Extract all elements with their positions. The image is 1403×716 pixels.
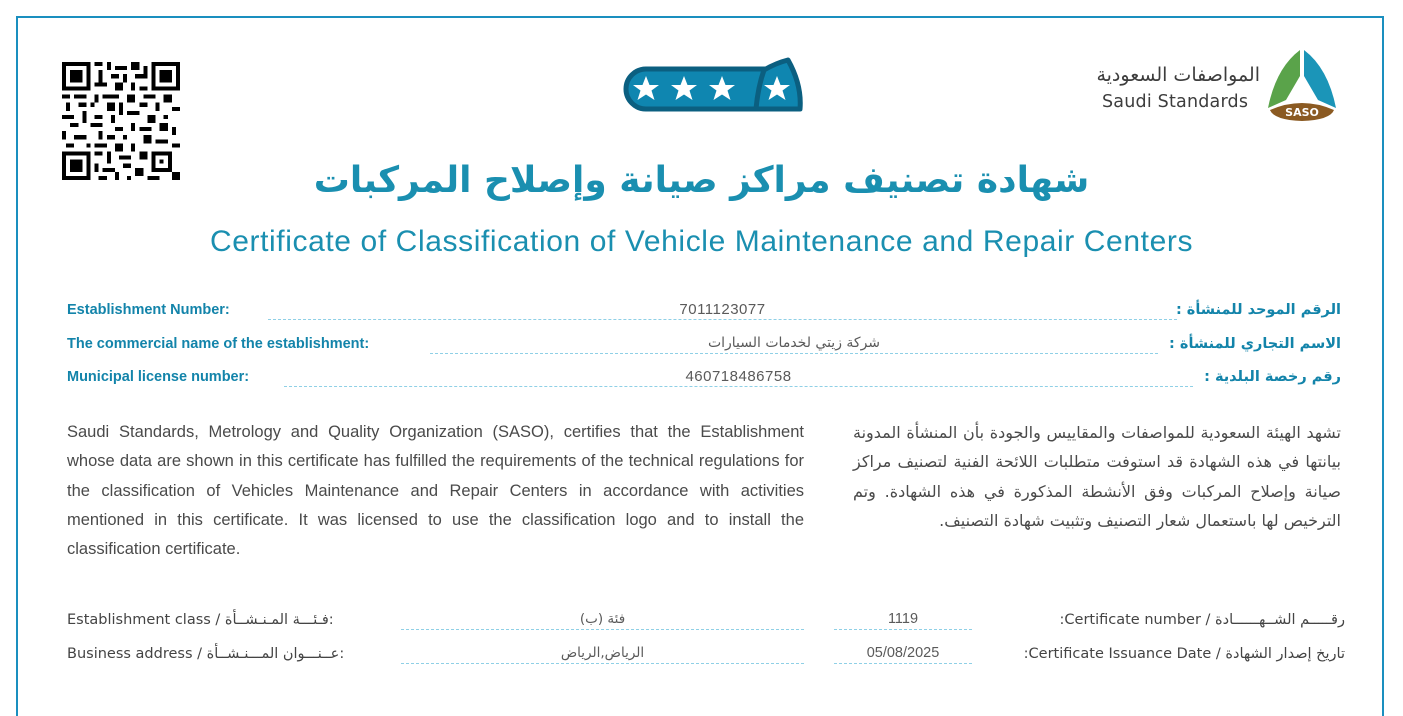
- field-value: شركة زيتي لخدمات السيارات: [707, 335, 881, 351]
- svg-text:SASO: SASO: [1285, 106, 1319, 119]
- establishment-class-value: فئة (ب): [579, 611, 626, 627]
- saso-logo-icon: [1266, 48, 1338, 122]
- field-label-en: Municipal license number:: [67, 369, 250, 385]
- field-value: 460718486758: [685, 368, 792, 385]
- field-value-line: [430, 335, 1158, 354]
- field-label-ar: رقم رخصة البلدية :: [1204, 369, 1341, 385]
- saso-logo: [1096, 46, 1340, 122]
- business-address-value: الرياض,الرياض: [560, 645, 645, 661]
- establishment-class-label: Establishment class / فـئـــة المـنـشــأة:: [67, 612, 334, 628]
- field-municipal-license: [67, 369, 1341, 391]
- issuance-date-line: [834, 645, 972, 664]
- statement-english: Saudi Standards, Metrology and Quality Organization (SASO), certifies that the Establishment whose data are shown in this certificate has fulfilled the requirements of the technical regulations for the classification of Vehicles Maintenance and Repair Centers in accordance with activities mentioned in this certificate. It was licensed to use the classification logo and to install the classification certificate.: [67, 423, 804, 559]
- statement-arabic: تشهد الهيئة السعودية للمواصفات والمقاييس والجودة بأن المنشأة المدونة بيانتها في هذه الشهادة قد استوفت متطلبات اللائحة الفنية لتصنيف مراكز صيانة وإصلاح المركبات وفق الأنشطة المذكورة في هذه الشهادة. وتم الترخيص لها باستعمال شعار التصنيف وتثبيت شهادة التصنيف.: [853, 423, 1341, 530]
- certificate-number-label: رقـــــم الشــهــــــادة / Certificate number:: [1059, 612, 1345, 628]
- business-address-label: Business address / عــنـــوان المـــنـشــأة:: [67, 646, 345, 662]
- field-label-ar: الرقم الموحد للمنشأة :: [1175, 302, 1341, 318]
- field-value: 7011123077: [679, 301, 766, 318]
- business-address-line: [401, 645, 804, 664]
- logo-english-text: Saudi Standards: [1102, 92, 1249, 112]
- field-label-en: The commercial name of the establishment:: [67, 336, 370, 352]
- field-value-line: [284, 368, 1193, 387]
- title-english: Certificate of Classification of Vehicle Maintenance and Repair Centers: [209, 225, 1194, 258]
- field-label-ar: الاسم التجاري للمنشأة :: [1169, 336, 1341, 352]
- field-commercial-name: [67, 336, 1341, 358]
- issuance-date-label: تاريخ إصدار الشهادة / Certificate Issuance Date:: [1023, 646, 1345, 662]
- field-establishment-number: [67, 302, 1341, 324]
- detail-row-address: [67, 646, 1347, 668]
- certificate-number-value: 1119: [887, 611, 919, 627]
- title-arabic: شهادة تصنيف مراكز صيانة وإصلاح المركبات: [313, 160, 1090, 201]
- certificate-number-line: [834, 611, 972, 630]
- logo-arabic-text: المواصفات السعودية: [1096, 64, 1260, 86]
- star-rating-badge: [616, 57, 806, 119]
- field-value-line: [268, 301, 1177, 320]
- field-label-en: Establishment Number:: [67, 302, 230, 318]
- detail-row-class: [67, 612, 1347, 634]
- establishment-class-line: [401, 611, 804, 630]
- issuance-date-value: 05/08/2025: [866, 645, 940, 661]
